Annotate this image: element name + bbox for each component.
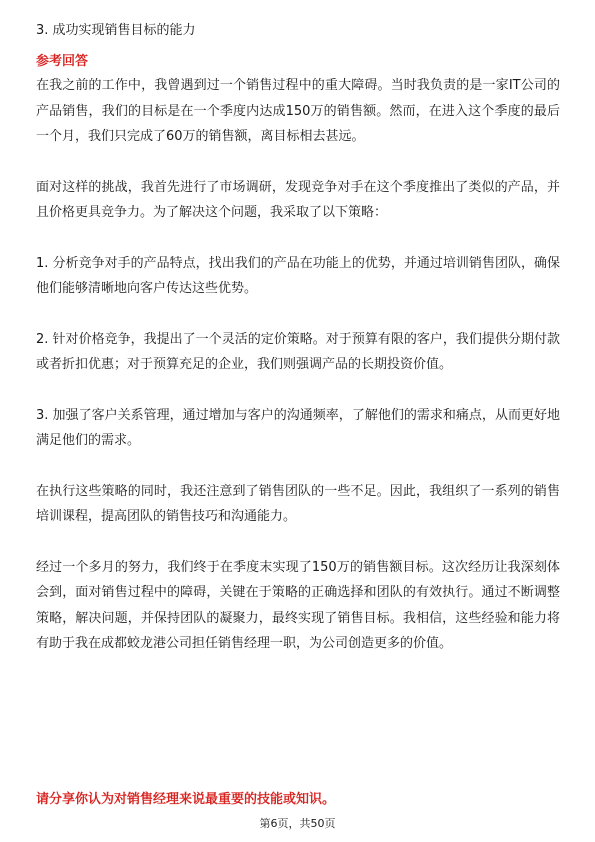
paragraph-gap — [36, 378, 560, 403]
answer-paragraph-5: 3. 加强了客户关系管理，通过增加与客户的沟通频率，了解他们的需求和痛点，从而更好地满足他们的需求。 — [36, 407, 560, 448]
answer-paragraph-3: 1. 分析竞争对手的产品特点，找出我们的产品在功能上的优势，并通过培训销售团队，确保他们能够清晰地向客户传达这些优势。 — [36, 255, 560, 296]
paragraph-gap — [36, 150, 560, 175]
paragraph-gap — [36, 530, 560, 555]
question-title: 3. 成功实现销售目标的能力 — [36, 23, 196, 38]
answer-paragraph-6: 在执行这些策略的同时，我还注意到了销售团队的一些不足。因此，我组织了一系列的销售培训课程，提高团队的销售技巧和沟通能力。 — [36, 483, 560, 524]
paragraph-gap — [36, 302, 560, 327]
next-question-prompt: 请分享你认为对销售经理来说最重要的技能或知识。 — [36, 792, 336, 807]
answer-paragraph-1: 在我之前的工作中，我曾遇到过一个销售过程中的重大障碍。当时我负责的是一家IT公司的产品销售，我们的目标是在一个季度内达成150万的销售额。然而，在进入这个季度的最后一个月，我们只完成了60万的销售额，离目标相去甚远。 — [36, 78, 560, 144]
answer-paragraph-7: 经过一个多月的努力，我们终于在季度末实现了150万的销售额目标。这次经历让我深刻体会到，面对销售过程中的障碍，关键在于策略的正确选择和团队的有效执行。通过不断调整策略，解决问题，并保持团队的凝聚力，最终实现了销售目标。我相信，这些经验和能力将有助于我在成都蛟龙港公司担任销售经理一职，为公司创造更多的价值。 — [36, 559, 560, 651]
paragraph-gap — [36, 454, 560, 479]
answer-paragraph-4: 2. 针对价格竞争，我提出了一个灵活的定价策略。对于预算有限的客户，我们提供分期付款或者折扣优惠；对于预算充足的企业，我们则强调产品的长期投资价值。 — [36, 331, 560, 372]
page-number: 第6页，共50页 — [259, 817, 336, 830]
answer-paragraph-2: 面对这样的挑战，我首先进行了市场调研，发现竞争对手在这个季度推出了类似的产品，并且价格更具竞争力。为了解决这个问题，我采取了以下策略： — [36, 179, 560, 220]
paragraph-gap — [36, 226, 560, 251]
answer-label: 参考回答 — [36, 54, 89, 69]
page-content — [36, 20, 560, 657]
